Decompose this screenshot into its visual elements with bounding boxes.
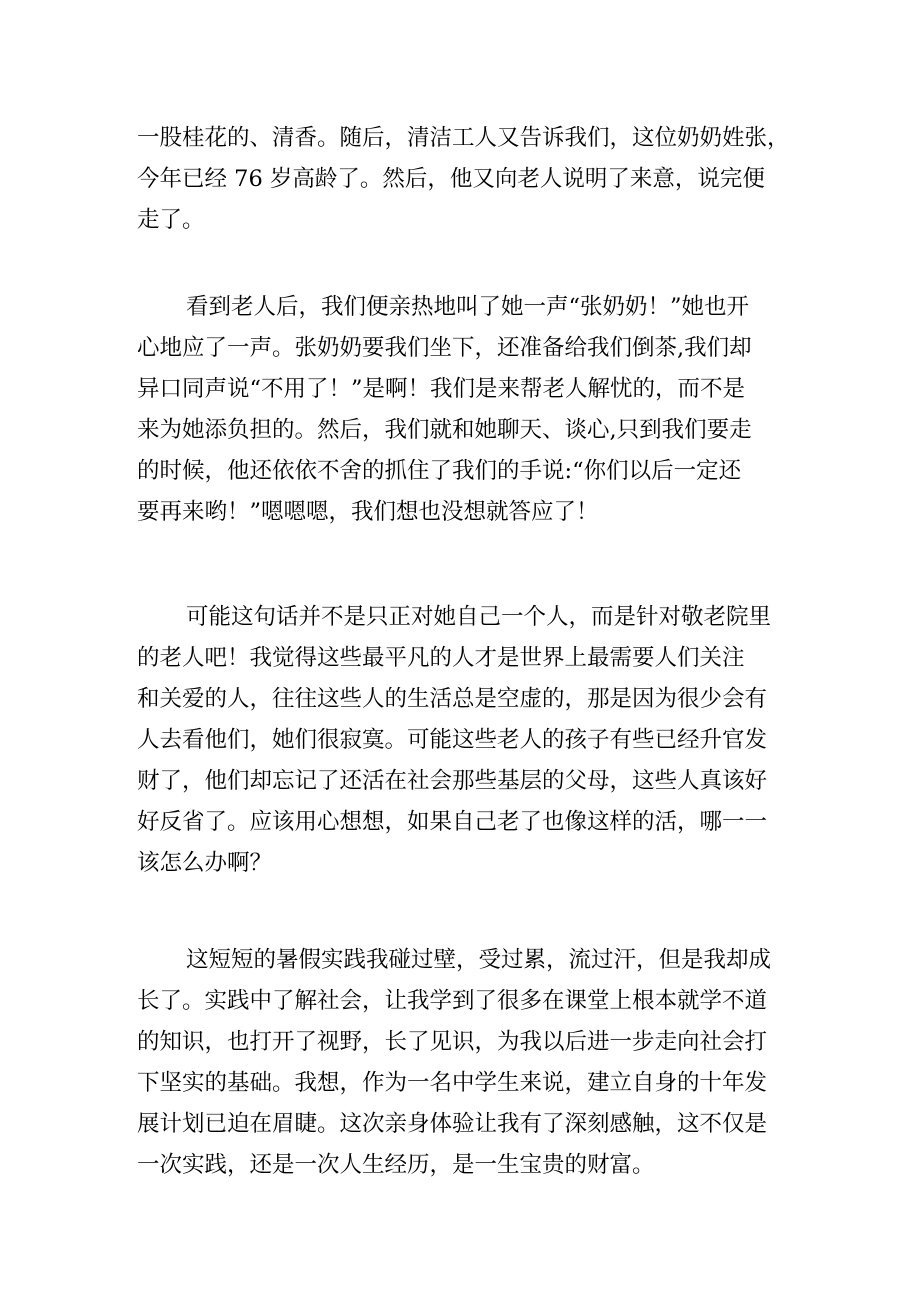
paragraph-line: 长了。实践中了解社会，让我学到了很多在课堂上根本就学不道 (137, 988, 768, 1014)
paragraph-line: 今年已经 76 岁高龄了。然后，他又向老人说明了来意，说完便 (137, 166, 765, 192)
paragraph-line: 一股桂花的、清香。随后，清洁工人又告诉我们，这位奶奶姓张， (137, 125, 790, 151)
paragraph-line: 下坚实的基础。我想，作为一名中学生来说，建立自身的十年发 (137, 1070, 768, 1096)
paragraph-line: 好反省了。应该用心想想，如果自己老了也像这样的活，哪一一 (137, 809, 768, 835)
paragraph-line: 这短短的暑假实践我碰过壁，受过累，流过汗，但是我却成 (186, 947, 772, 973)
paragraph-line: 财了，他们却忘记了还活在社会那些基层的父母，这些人真该好 (137, 768, 768, 794)
paragraph-2 (137, 287, 809, 533)
paragraph-line: 异口同声说“不用了！”是啊！我们是来帮老人解忧的，而不是 (137, 376, 746, 402)
paragraph-line: 来为她添负担的。然后，我们就和她聊天、谈心,只到我们要走 (137, 417, 752, 443)
paragraph-line: 该怎么办啊？ (137, 850, 273, 876)
paragraph-line: 的时候，他还依依不舍的抓住了我们的手说:“你们以后一定还 (137, 458, 742, 484)
paragraph-line: 可能这句话并不是只正对她自己一个人，而是针对敬老院里 (186, 604, 772, 630)
paragraph-line: 人去看他们，她们很寂寞。可能这些老人的孩子有些已经升官发 (137, 727, 768, 753)
paragraph-line: 和关爱的人，往往这些人的生活总是空虚的，那是因为很少会有 (137, 686, 768, 712)
paragraph-line: 看到老人后，我们便亲热地叫了她一声“张奶奶！”她也开 (186, 294, 750, 320)
paragraph-line: 的知识，也打开了视野，长了见识，为我以后进一步走向社会打 (137, 1029, 768, 1055)
paragraph-line: 要再来哟！”嗯嗯嗯，我们想也没想就答应了！ (137, 499, 599, 525)
paragraph-line: 的老人吧！我觉得这些最平凡的人才是世界上最需要人们关注 (137, 645, 745, 671)
paragraph-3 (137, 597, 809, 884)
paragraph-line: 心地应了一声。张奶奶要我们坐下，还准备给我们倒茶,我们却 (137, 335, 752, 361)
paragraph-line: 一次实践，还是一次人生经历，是一生宝贵的财富。 (137, 1152, 655, 1178)
paragraph-1 (137, 118, 809, 241)
paragraph-line: 走了。 (137, 207, 205, 233)
paragraph-line: 展计划已迫在眉睫。这次亲身体验让我有了深刻感触，这不仅是 (137, 1111, 768, 1137)
paragraph-4 (137, 940, 809, 1186)
